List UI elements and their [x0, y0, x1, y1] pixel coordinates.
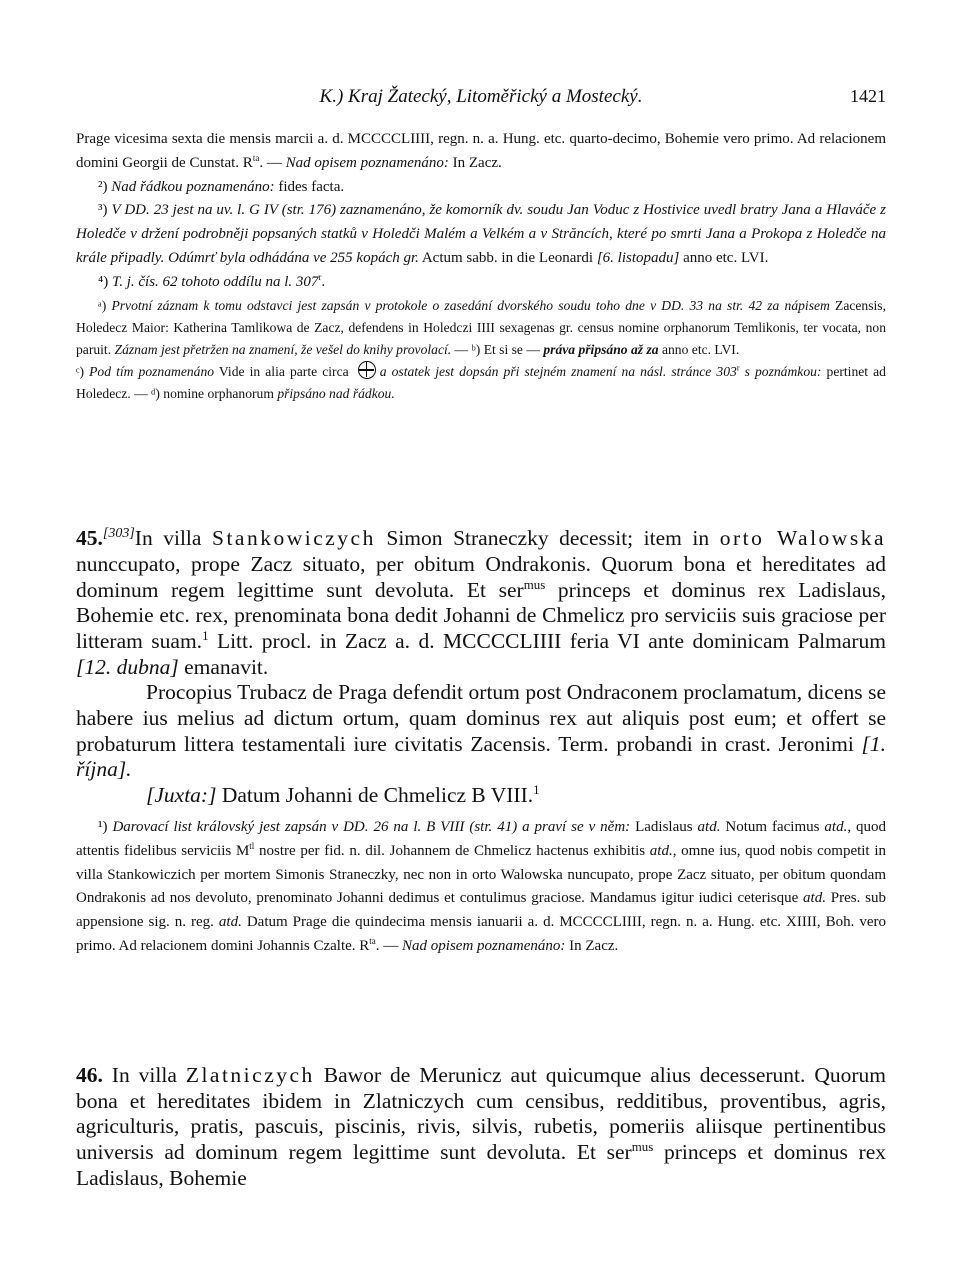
- italic-text: T. j. čís. 62 tohoto oddílu na l. 307: [111, 273, 319, 290]
- superscript: r: [736, 363, 740, 373]
- text: , quod attentis fidelibus serviciis M: [76, 819, 887, 859]
- text: Notum facimus: [720, 819, 825, 835]
- superscript: mus: [523, 577, 546, 592]
- text: Bawor de Merunicz aut quicumque alius decesserunt. Quorum bona et hereditates ibidem in Zlatniczych cum censibus, redditibus, proventibus, agris, agriculturis, pratis, pascuis, piscinis, rivis, silvis, rubetis, pomeriis aliisque pertinentibus universis ad dominum regem legittime sunt devoluta. Et ser: [76, 1063, 887, 1165]
- text: . —: [375, 937, 403, 954]
- page-header: [76, 86, 886, 116]
- text: emanavit.: [178, 654, 269, 679]
- italic-text: [12. dubna]: [76, 654, 179, 679]
- text: Pres. sub appensione sig. n. reg.: [76, 890, 886, 931]
- text: Actum sabb. in die Leonardi: [418, 249, 597, 266]
- text: Ladislaus: [630, 819, 698, 835]
- footnote-ref: 1: [202, 628, 209, 643]
- text: In villa: [102, 1063, 186, 1087]
- footnote-label: — ᵇ): [451, 341, 481, 357]
- page-number: 1421: [850, 86, 886, 106]
- textual-notes: [76, 295, 886, 406]
- entry-45-paragraph-3: [76, 783, 886, 809]
- text: anno etc. LVI.: [679, 249, 769, 266]
- folio-reference: [303]: [102, 526, 135, 541]
- italic-text: atd.: [803, 890, 826, 907]
- italic-text: atd.: [697, 819, 721, 835]
- footnotes-top: [76, 128, 886, 406]
- text: Prage vicesima sexta die mensis marcii a. d. MCCCCLIIII, regn. n. a. Hung. etc. quarto-decimo, Bohemie vero primo. Ad relacionem domini Georgii de Cunstat. R: [76, 131, 886, 171]
- text: pertinet ad Holedecz.: [76, 364, 886, 402]
- spaced-place-name: Zlatniczych: [185, 1063, 315, 1087]
- text: princeps et dominus rex Ladislaus, Bohemie: [76, 1140, 886, 1190]
- spaced-place-name: orto Walowska: [719, 526, 886, 551]
- footnote-label: ᵃ): [98, 297, 107, 313]
- italic-text: Darovací list královský jest zapsán v DD. 26 na l. B VIII (str. 41) a praví se v něm:: [112, 819, 631, 835]
- text: Litt. procl. in Zacz a. d. MCCCCLIIII feria VI ante dominicam Palmarum: [208, 628, 887, 653]
- superscript: ta: [252, 152, 260, 163]
- entry-46: [76, 1063, 886, 1192]
- footnote-3: [76, 199, 886, 270]
- italic-text: atd.: [218, 914, 242, 931]
- text: In Zacz.: [565, 937, 619, 954]
- entry-46-paragraph: [76, 1063, 886, 1192]
- text: Datum Prage die quindecima mensis ianuarii a. d. MCCCCLIIII, regn. n. a. Hung. etc. XIIII, Boh. vero primo. Ad relacionem domini Johannis Czalte. R: [76, 914, 886, 954]
- footnote-continuation: [76, 128, 886, 176]
- text: anno etc. LVI.: [658, 341, 740, 357]
- text: Zacensis, Holedecz Maior: Katherina Tamlikowa de Zacz, defendens in Holedczi IIII sexagenas gr. census nomine orphanorum Temlikonis, ter vocata, non paruit.: [76, 297, 886, 357]
- entry-45-paragraph-2: [76, 680, 886, 783]
- italic-text: [6. listopadu]: [596, 249, 680, 266]
- italic-text: s poznámkou:: [739, 364, 822, 380]
- entry-number: 46.: [76, 1063, 103, 1087]
- text: nunccupato, prope Zacz situato, per obitum Ondrakonis. Quorum bona et hereditates ad dominum regem legittime sunt devoluta. Et ser: [76, 551, 886, 602]
- italic-text: Nad opisem poznamenáno:: [402, 937, 566, 954]
- note-a: [76, 295, 886, 362]
- italic-text: a ostatek jest dopsán při stejném znamení na násl. stránce 303: [379, 364, 737, 380]
- text: Vide in alia parte circa: [214, 364, 354, 380]
- text: In villa: [134, 526, 212, 551]
- superscript: mus: [631, 1139, 654, 1154]
- italic-text: atd.: [649, 842, 673, 859]
- footnote-label: — ᵈ): [130, 386, 160, 402]
- cross-circle-icon: [358, 361, 376, 379]
- spaced-place-name: Stankowiczych: [211, 526, 376, 551]
- text: Et si se —: [480, 341, 544, 357]
- footnote-2: [76, 176, 886, 200]
- text: .: [321, 273, 326, 290]
- italic-text: připsáno nad řádkou.: [277, 386, 395, 402]
- italic-text: Záznam jest přetržen na znamení, že vešel do knihy provolací.: [111, 341, 452, 357]
- italic-text: Nad opisem poznamenáno:: [285, 154, 449, 171]
- text: Simon Straneczky decessit; item in: [375, 526, 720, 551]
- superscript: ta: [369, 935, 376, 946]
- italic-text: V DD. 23 jest na uv. l. G IV (str. 176) zaznamenáno, že komorník dv. soudu Jan Voduc z Hostivice uvedl bratry Jana a Hlaváče z Holedče v držení podrobněji popsaných statků v Holedči Malém a Velkém a v Străncích, které po smrti Jana a Prokopa z Holedče na krále připadly. Odúmrť byla odhádána ve 255 kopách gr.: [76, 202, 886, 266]
- footnote-label: ᶜ): [76, 364, 85, 380]
- italic-text: atd.: [824, 819, 848, 835]
- footnote-1: [76, 816, 886, 959]
- footnote-label: ²): [98, 178, 108, 195]
- entry-number: 45.: [76, 526, 103, 551]
- entry-45-paragraph-1: [76, 521, 886, 680]
- footnote-label: ³): [98, 202, 108, 219]
- italic-text: Pod tím poznamenáno: [89, 364, 215, 380]
- entry-45: [76, 521, 886, 809]
- italic-text: práva připsáno až za: [543, 341, 659, 357]
- superscript: tl: [249, 840, 255, 851]
- text: Datum Johanni de Chmelicz B VIII.: [216, 783, 534, 808]
- text: nomine orphanorum: [159, 386, 278, 402]
- superscript: r: [318, 271, 322, 282]
- footnote-4: [76, 271, 886, 295]
- running-title: K.) Kraj Žatecký, Litoměřický a Mostecký.: [319, 86, 643, 107]
- italic-text: [1. října].: [76, 731, 886, 782]
- text: nostre per fid. n. dil. Johannem de Chmelicz hactenus exhibitis: [254, 842, 650, 859]
- footnote-ref: 1: [533, 783, 540, 798]
- text: fides facta.: [274, 178, 345, 195]
- italic-text: [Juxta:]: [146, 783, 217, 808]
- footnote-label: ⁴): [98, 273, 109, 290]
- note-c: [76, 361, 886, 405]
- italic-text: Nad řádkou poznamenáno:: [111, 178, 275, 195]
- text: , omne ius, quod nobis competit in villa Stankowiczich per mortem Simonis Straneczky, nec non in orto Walowska nuncupato, prope Zacz situato, per obitum quondam Ondrakonis ad nos devoluto, prenominato Johanni dedimus et contulimus graciose. Mandamus igitur iudici ceterisque: [76, 842, 886, 907]
- text: . —: [259, 154, 286, 171]
- footnote-1-text: [76, 816, 886, 959]
- text: Procopius Trubacz de Praga defendit ortum post Ondraconem proclamatum, dicens se habere ius melius ad dictum ortum, quam dominus rex aut aliquis post eum; et offert se probaturum littera testamentali iure civitatis Zacensis. Term. probandi in crast. Jeronimi: [76, 680, 886, 756]
- text: In Zacz.: [448, 154, 502, 171]
- text: princeps et dominus rex Ladislaus, Bohemie etc. rex, prenominata bona dedit Johanni de Chmelicz pro serviciis suis graciose per litteram suam.: [76, 577, 886, 653]
- italic-text: Prvotní záznam k tomu odstavci jest zapsán v protokole o zasedání dvorského soudu toho dne v DD. 33 na str. 42 za nápisem: [111, 297, 830, 313]
- footnote-label: ¹): [98, 819, 108, 835]
